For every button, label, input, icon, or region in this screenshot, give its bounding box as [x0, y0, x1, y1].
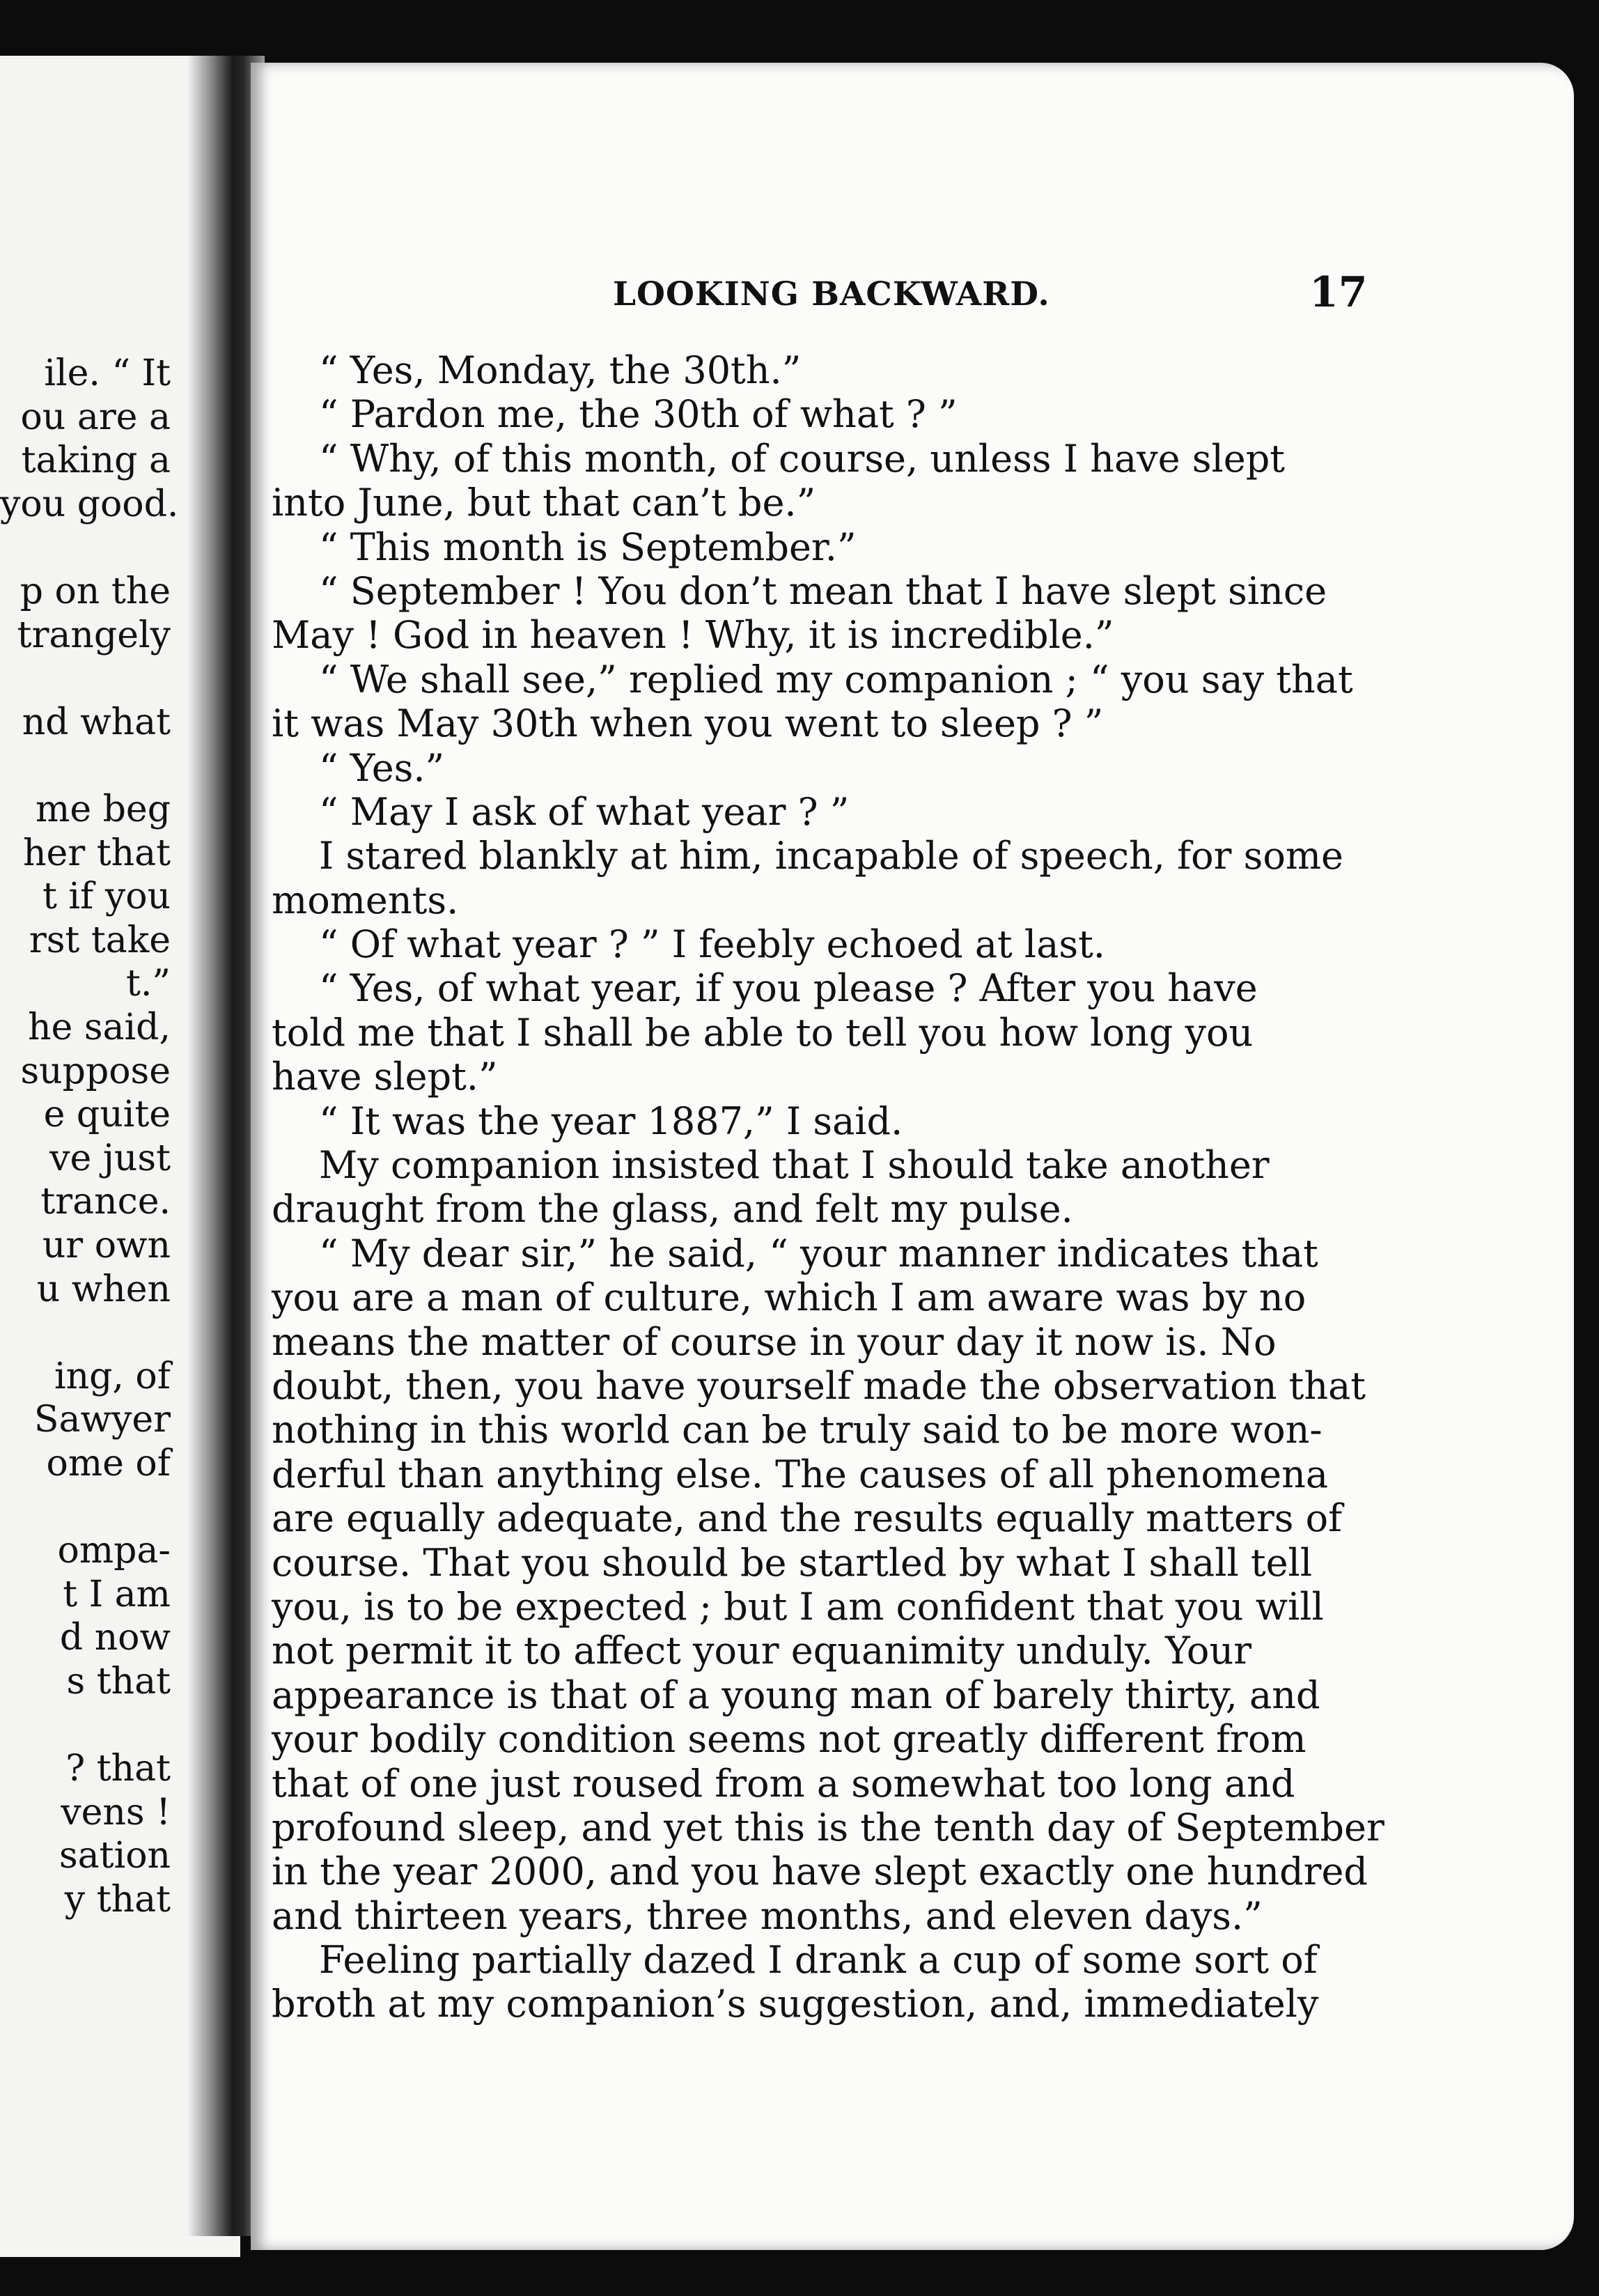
- text-line: My companion insisted that I should take another: [319, 1143, 1270, 1188]
- text-line: “ Why, of this month, of course, unless I have slept: [319, 436, 1285, 481]
- text-line: you are a man of culture, which I am aware was by no: [272, 1275, 1306, 1320]
- text-line: “ Yes, Monday, the 30th.”: [319, 348, 802, 392]
- left-page-line: you good.: [0, 483, 179, 525]
- text-line: “ Of what year ? ” I feebly echoed at last.: [319, 922, 1105, 967]
- text-line: means the matter of course in your day it now is. No: [272, 1319, 1277, 1364]
- text-line: into June, but that can’t be.”: [272, 481, 816, 525]
- left-page-line: p on the: [20, 571, 171, 612]
- left-page-line: ? that: [65, 1748, 171, 1790]
- body-text: [272, 348, 1384, 2026]
- left-page-line: taking a: [21, 440, 171, 482]
- text-line: have slept.”: [272, 1055, 498, 1099]
- text-line: and thirteen years, three months, and eleven days.”: [272, 1893, 1263, 1938]
- text-line: “ May I ask of what year ? ”: [319, 789, 850, 834]
- left-page-line: t if you: [42, 876, 171, 918]
- text-line: “ This month is September.”: [319, 525, 857, 569]
- left-page-line: ing, of: [54, 1355, 171, 1397]
- left-page-line: s that: [66, 1661, 171, 1702]
- left-page-line: e quite: [43, 1094, 171, 1136]
- page-number: 17: [1309, 268, 1368, 317]
- left-page-line: trance.: [40, 1181, 171, 1223]
- left-page-line: y that: [64, 1879, 171, 1921]
- left-page-line: d now: [59, 1617, 171, 1659]
- text-line: derful than anything else. The causes of all phenomena: [272, 1452, 1329, 1496]
- left-page-line: t I am: [63, 1573, 171, 1615]
- left-page-line: u when: [36, 1268, 171, 1310]
- text-line: not permit it to affect your equanimity unduly. Your: [272, 1629, 1252, 1673]
- left-page-line: suppose: [20, 1050, 171, 1092]
- left-page-line: her that: [23, 832, 171, 874]
- text-line: “ September ! You don’t mean that I have slept since: [319, 568, 1327, 613]
- text-line: appearance is that of a young man of barely thirty, and: [272, 1673, 1320, 1717]
- left-page-line: rst take: [29, 919, 171, 961]
- text-line: draught from the glass, and felt my pulse.: [272, 1187, 1073, 1232]
- left-page-line: vens !: [61, 1791, 171, 1833]
- left-page-line: ome of: [46, 1443, 171, 1484]
- running-header: LOOKING BACKWARD.: [613, 275, 1050, 313]
- text-line: it was May 30th when you went to sleep ? ”: [272, 701, 1104, 746]
- text-line: that of one just roused from a somewhat too long and: [272, 1761, 1295, 1806]
- text-line: nothing in this world can be truly said to be more won-: [272, 1408, 1323, 1452]
- left-page-line: me beg: [36, 789, 171, 830]
- left-page-line: trangely: [17, 614, 171, 656]
- left-page-line: ur own: [42, 1225, 171, 1266]
- left-page-line: Sawyer: [33, 1399, 171, 1441]
- left-page-line: sation: [58, 1835, 171, 1877]
- text-line: “ My dear sir,” he said, “ your manner indicates that: [319, 1231, 1318, 1275]
- text-line: course. That you should be startled by what I shall tell: [272, 1540, 1313, 1585]
- scan-border: [181, 2257, 1504, 2296]
- left-page-line: ve just: [49, 1137, 171, 1179]
- text-line: you, is to be expected ; but I am confident that you will: [272, 1584, 1324, 1629]
- left-page-line: t.”: [125, 963, 171, 1005]
- text-line: “ We shall see,” replied my companion ; “ you say that: [319, 657, 1353, 701]
- text-line: broth at my companion’s suggestion, and, immediately: [272, 1982, 1319, 2026]
- text-line: profound sleep, and yet this is the tenth day of September: [272, 1805, 1384, 1849]
- text-line: May ! God in heaven ! Why, it is incredible.”: [272, 613, 1114, 658]
- left-page-line: he said,: [28, 1007, 171, 1048]
- text-line: moments.: [272, 878, 459, 922]
- text-line: your bodily condition seems not greatly different from: [272, 1717, 1306, 1762]
- left-page-line: ile. “ It: [44, 352, 171, 394]
- text-line: told me that I shall be able to tell you how long you: [272, 1010, 1254, 1055]
- left-page-line: ou are a: [20, 396, 171, 438]
- text-line: “ Pardon me, the 30th of what ? ”: [319, 392, 958, 437]
- text-line: I stared blankly at him, incapable of speech, for some: [319, 834, 1343, 878]
- text-line: in the year 2000, and you have slept exactly one hundred: [272, 1849, 1368, 1894]
- text-line: “ It was the year 1887,” I said.: [319, 1099, 903, 1143]
- text-line: “ Yes, of what year, if you please ? After you have: [319, 966, 1258, 1011]
- text-line: doubt, then, you have yourself made the observation that: [272, 1363, 1366, 1408]
- text-line: are equally adequate, and the results equally matters of: [272, 1496, 1343, 1541]
- left-page-line: ompa-: [57, 1530, 171, 1572]
- text-line: “ Yes.”: [319, 745, 445, 790]
- left-page-line: nd what: [22, 701, 171, 743]
- text-line: Feeling partially dazed I drank a cup of some sort of: [319, 1938, 1318, 1983]
